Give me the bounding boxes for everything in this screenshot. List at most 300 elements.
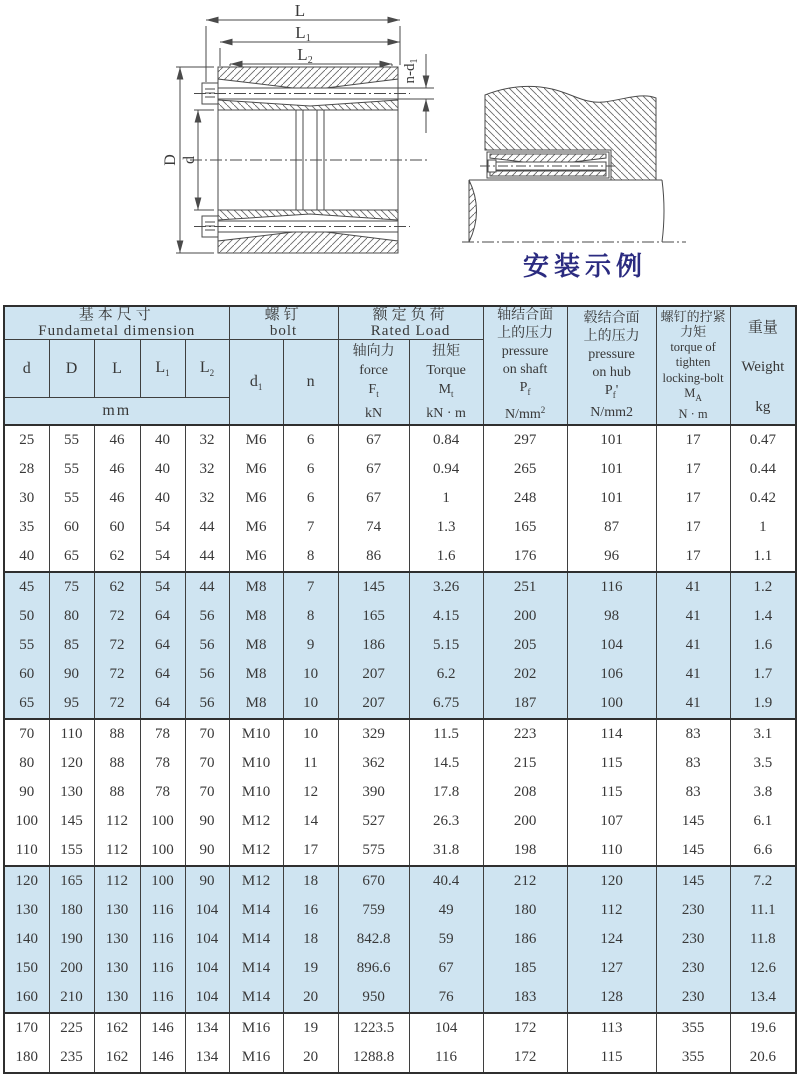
table-cell: 98 [567,602,656,631]
table-cell: 1.3 [409,513,483,542]
table-row [4,954,796,983]
table-cell: 40 [140,484,185,513]
table-cell: M14 [229,896,283,925]
table-cell: 25 [4,425,49,455]
table-cell: 165 [483,513,567,542]
table-cell: 3.1 [730,719,796,749]
table-cell: 146 [140,1013,185,1043]
table-cell: 41 [656,631,730,660]
table-cell: 26.3 [409,807,483,836]
table-cell: 101 [567,455,656,484]
table-cell: 12.6 [730,954,796,983]
table-cell: 101 [567,484,656,513]
table-cell: 55 [49,455,94,484]
dimension-table [3,305,797,1074]
table-cell: 41 [656,660,730,689]
table-cell: 70 [185,749,229,778]
table-cell: 1.7 [730,660,796,689]
table-cell: 116 [140,983,185,1013]
table-cell: 215 [483,749,567,778]
dim-label-D: D [162,154,179,166]
table-cell: 20 [283,983,338,1013]
table-cell: 19 [283,954,338,983]
table-cell: 6.2 [409,660,483,689]
table-cell: 6 [283,455,338,484]
table-row [4,896,796,925]
table-cell: 106 [567,660,656,689]
table-cell: 32 [185,455,229,484]
table-cell: 55 [49,425,94,455]
table-cell: 1 [409,484,483,513]
table-cell: 186 [483,925,567,954]
table-cell: 390 [338,778,409,807]
table-cell: 18 [283,866,338,896]
table-cell: 41 [656,572,730,602]
table-cell: 12 [283,778,338,807]
table-row [4,1013,796,1043]
table-cell: 13.4 [730,983,796,1013]
table-row [4,542,796,572]
table-cell: 60 [94,513,140,542]
table-row [4,749,796,778]
table-cell: M12 [229,807,283,836]
table-cell: 11.8 [730,925,796,954]
table-cell: 14.5 [409,749,483,778]
table-cell: 6 [283,484,338,513]
table-cell: M8 [229,631,283,660]
table-cell: 78 [140,749,185,778]
table-cell: 49 [409,896,483,925]
table-cell: 96 [567,542,656,572]
table-cell: 265 [483,455,567,484]
table-cell: 11 [283,749,338,778]
dim-label-L2: L2 [297,45,313,66]
table-cell: 72 [94,660,140,689]
table-cell: 230 [656,983,730,1013]
table-cell: 110 [49,719,94,749]
table-row [4,836,796,866]
table-cell: 17 [656,484,730,513]
table-cell: 130 [49,778,94,807]
table-row [4,660,796,689]
table-cell: 70 [185,719,229,749]
table-cell: 85 [49,631,94,660]
table-cell: 90 [185,836,229,866]
table-cell: M8 [229,689,283,719]
table-cell: 1.6 [409,542,483,572]
table-cell: 7 [283,513,338,542]
table-cell: 120 [567,866,656,896]
table-cell: 180 [49,896,94,925]
table-cell: M16 [229,1013,283,1043]
table-cell: 17 [656,513,730,542]
table-cell: 114 [567,719,656,749]
table-row [4,689,796,719]
table-cell: 112 [94,836,140,866]
table-cell: 185 [483,954,567,983]
table-cell: M14 [229,954,283,983]
table-cell: 54 [140,542,185,572]
table-cell: M10 [229,778,283,807]
table-cell: 20.6 [730,1043,796,1073]
table-cell: 1.2 [730,572,796,602]
header-group-bolt: 螺钉 bolt [229,306,338,340]
table-cell: 670 [338,866,409,896]
table-cell: 65 [49,542,94,572]
table-cell: M6 [229,513,283,542]
table-cell: 6.6 [730,836,796,866]
table-cell: 230 [656,925,730,954]
table-row [4,1043,796,1073]
table-cell: 40.4 [409,866,483,896]
table-cell: 44 [185,572,229,602]
coupling-bore [190,110,428,210]
table-cell: 83 [656,778,730,807]
table-cell: 78 [140,778,185,807]
table-cell: 355 [656,1043,730,1073]
table-cell: 112 [94,807,140,836]
table-cell: 31.8 [409,836,483,866]
table-cell: 362 [338,749,409,778]
table-cell: 87 [567,513,656,542]
table-cell: 100 [4,807,49,836]
table-cell: 104 [409,1013,483,1043]
table-cell: 207 [338,689,409,719]
table-cell: 120 [49,749,94,778]
table-cell: 202 [483,660,567,689]
table-cell: 70 [185,778,229,807]
table-cell: M6 [229,425,283,455]
table-cell: 64 [140,689,185,719]
table-cell: 110 [4,836,49,866]
table-cell: 145 [656,836,730,866]
table-cell: 0.84 [409,425,483,455]
table-cell: 210 [49,983,94,1013]
table-cell: 83 [656,719,730,749]
table-cell: 120 [4,866,49,896]
table-cell: 251 [483,572,567,602]
table-cell: 45 [4,572,49,602]
dim-label-nd1: $n-d_1$ [402,58,420,84]
table-cell: 55 [4,631,49,660]
table-cell: 4.15 [409,602,483,631]
table-cell: 75 [49,572,94,602]
table-cell: 41 [656,689,730,719]
table-cell: 17 [656,542,730,572]
table-cell: 162 [94,1013,140,1043]
header-group-basic: 基本尺寸 Fundametal dimension [4,306,229,340]
table-cell: 10 [283,660,338,689]
table-row [4,778,796,807]
table-cell: M6 [229,484,283,513]
table-cell: 8 [283,602,338,631]
table-cell: 20 [283,1043,338,1073]
table-cell: 112 [567,896,656,925]
table-cell: 187 [483,689,567,719]
table-cell: 116 [409,1043,483,1073]
table-cell: 145 [656,866,730,896]
table-cell: 11.1 [730,896,796,925]
table-cell: 44 [185,542,229,572]
table-cell: 90 [4,778,49,807]
table-cell: 32 [185,425,229,455]
header-col-L1: $L_1$ [140,340,185,398]
table-cell: 145 [656,807,730,836]
table-cell: 950 [338,983,409,1013]
table-cell: 200 [49,954,94,983]
table-cell: 116 [567,572,656,602]
table-row [4,983,796,1013]
table-cell: 1.4 [730,602,796,631]
table-cell: M16 [229,1043,283,1073]
table-cell: 90 [185,807,229,836]
table-cell: 212 [483,866,567,896]
table-cell: 104 [185,983,229,1013]
table-cell: 207 [338,660,409,689]
table-cell: 116 [140,896,185,925]
header-col-D: D [49,340,94,398]
table-cell: 0.44 [730,455,796,484]
table-cell: 198 [483,836,567,866]
installed-locking-device [480,152,615,178]
table-cell: 115 [567,1043,656,1073]
table-cell: 200 [483,807,567,836]
table-cell: 1.6 [730,631,796,660]
table-cell: 759 [338,896,409,925]
header-col-n: n [283,340,338,426]
table-cell: 130 [4,896,49,925]
table-cell: 56 [185,602,229,631]
table-cell: 1288.8 [338,1043,409,1073]
table-cell: 40 [4,542,49,572]
table-cell: 19 [283,1013,338,1043]
header-col-torque: 扭矩 Torque $M_t$ kN · m [409,340,483,426]
table-cell: 160 [4,983,49,1013]
table-cell: 183 [483,983,567,1013]
table-cell: 40 [140,425,185,455]
table-cell: M8 [229,602,283,631]
table-cell: 116 [140,954,185,983]
table-cell: 6 [283,425,338,455]
table-cell: 88 [94,719,140,749]
table-cell: 64 [140,602,185,631]
table-cell: 248 [483,484,567,513]
table-cell: 124 [567,925,656,954]
header-locking-bolt-torque: 螺钉的拧紧 力矩 torque of tighten locking-bolt $M_A$ N · m [656,306,730,425]
table-cell: M8 [229,572,283,602]
table-cell: 67 [409,954,483,983]
table-cell: 145 [338,572,409,602]
table-cell: 842.8 [338,925,409,954]
table-cell: 100 [140,866,185,896]
header-col-d: d [4,340,49,398]
table-cell: 9 [283,631,338,660]
table-cell: 223 [483,719,567,749]
table-cell: 162 [94,1043,140,1073]
table-cell: 1.1 [730,542,796,572]
table-cell: 110 [567,836,656,866]
table-row [4,572,796,602]
table-cell: 1 [730,513,796,542]
table-cell: 54 [140,513,185,542]
table-cell: M6 [229,455,283,484]
table-cell: 130 [94,896,140,925]
table-cell: 67 [338,484,409,513]
table-cell: 112 [94,866,140,896]
table-cell: 127 [567,954,656,983]
table-cell: 190 [49,925,94,954]
table-cell: 101 [567,425,656,455]
table-cell: 65 [4,689,49,719]
table-cell: 88 [94,778,140,807]
table-cell: 297 [483,425,567,455]
table-cell: 3.26 [409,572,483,602]
table-cell: M10 [229,719,283,749]
table-cell: M14 [229,983,283,1013]
table-row [4,925,796,954]
table-cell: 100 [140,807,185,836]
table-cell: 67 [338,455,409,484]
table-cell: 3.5 [730,749,796,778]
table-cell: 165 [338,602,409,631]
table-cell: 56 [185,689,229,719]
table-cell: 130 [94,925,140,954]
table-cell: 150 [4,954,49,983]
table-cell: 116 [140,925,185,954]
header-col-axial-force: 轴向力 force $F_t$ kN [338,340,409,426]
table-cell: 78 [140,719,185,749]
table-cell: 83 [656,749,730,778]
table-cell: 90 [49,660,94,689]
table-cell: 104 [185,896,229,925]
table-cell: 40 [140,455,185,484]
table-cell: 67 [338,425,409,455]
table-cell: 90 [185,866,229,896]
table-cell: 17 [656,425,730,455]
table-cell: 19.6 [730,1013,796,1043]
table-cell: 3.8 [730,778,796,807]
header-pressure-on-shaft: 轴结合面 上的压力 pressure on shaft $P_f$ $N/mm^2$ [483,306,567,425]
header-unit-mm: mm [4,398,229,426]
table-cell: 30 [4,484,49,513]
table-row [4,866,796,896]
table-cell: 355 [656,1013,730,1043]
table-cell: 527 [338,807,409,836]
dim-label-L1: L1 [295,23,311,44]
table-cell: 130 [94,983,140,1013]
table-cell: 10 [283,719,338,749]
table-cell: 64 [140,631,185,660]
table-cell: 180 [4,1043,49,1073]
table-cell: 0.94 [409,455,483,484]
table-cell: M14 [229,925,283,954]
table-cell: 104 [567,631,656,660]
table-cell: 17 [283,836,338,866]
table-cell: 60 [49,513,94,542]
table-cell: 1.9 [730,689,796,719]
table-cell: 200 [483,602,567,631]
table-cell: 59 [409,925,483,954]
table-cell: 76 [409,983,483,1013]
table-cell: 145 [49,807,94,836]
table-row [4,719,796,749]
table-cell: 44 [185,513,229,542]
table-cell: 0.42 [730,484,796,513]
dim-label-L: L [294,1,306,20]
table-cell: 896.6 [338,954,409,983]
table-cell: 95 [49,689,94,719]
table-cell: 0.47 [730,425,796,455]
table-cell: 17.8 [409,778,483,807]
table-cell: 1223.5 [338,1013,409,1043]
table-row [4,425,796,455]
table-cell: 575 [338,836,409,866]
table-cell: 100 [140,836,185,866]
table-cell: 46 [94,484,140,513]
table-cell: 64 [140,660,185,689]
table-cell: 104 [185,954,229,983]
table-row [4,513,796,542]
table-cell: 205 [483,631,567,660]
table-row [4,484,796,513]
table-cell: 86 [338,542,409,572]
table-cell: 104 [185,925,229,954]
table-row [4,455,796,484]
table-cell: 208 [483,778,567,807]
table-cell: 6.75 [409,689,483,719]
table-cell: 46 [94,455,140,484]
header-group-rated-load: 额定负荷 Rated Load [338,306,483,340]
table-cell: 74 [338,513,409,542]
table-cell: 88 [94,749,140,778]
table-cell: 235 [49,1043,94,1073]
shaft [462,180,686,242]
table-cell: 60 [4,660,49,689]
table-cell: 140 [4,925,49,954]
table-cell: 62 [94,572,140,602]
table-cell: 7 [283,572,338,602]
table-cell: 46 [94,425,140,455]
table-cell: 180 [483,896,567,925]
table-cell: 17 [656,455,730,484]
table-cell: 80 [4,749,49,778]
table-cell: 5.15 [409,631,483,660]
table-cell: 130 [94,954,140,983]
table-cell: 55 [49,484,94,513]
table-cell: 113 [567,1013,656,1043]
header-col-d1: $d_1$ [229,340,283,426]
table-cell: 7.2 [730,866,796,896]
table-cell: 100 [567,689,656,719]
table-cell: 115 [567,749,656,778]
header-col-L2: $L_2$ [185,340,229,398]
table-cell: 80 [49,602,94,631]
table-cell: 70 [4,719,49,749]
table-cell: 14 [283,807,338,836]
table-cell: 18 [283,925,338,954]
header-pressure-on-hub: 毂结合面 上的压力 pressure on hub $P_f'$ N/mm2 [567,306,656,425]
table-cell: 107 [567,807,656,836]
table-cell: 32 [185,484,229,513]
table-cell: 8 [283,542,338,572]
table-cell: M6 [229,542,283,572]
table-cell: 35 [4,513,49,542]
table-cell: M8 [229,660,283,689]
table-cell: 41 [656,602,730,631]
installation-example-drawing [460,60,690,250]
table-cell: 72 [94,602,140,631]
table-cell: 134 [185,1043,229,1073]
